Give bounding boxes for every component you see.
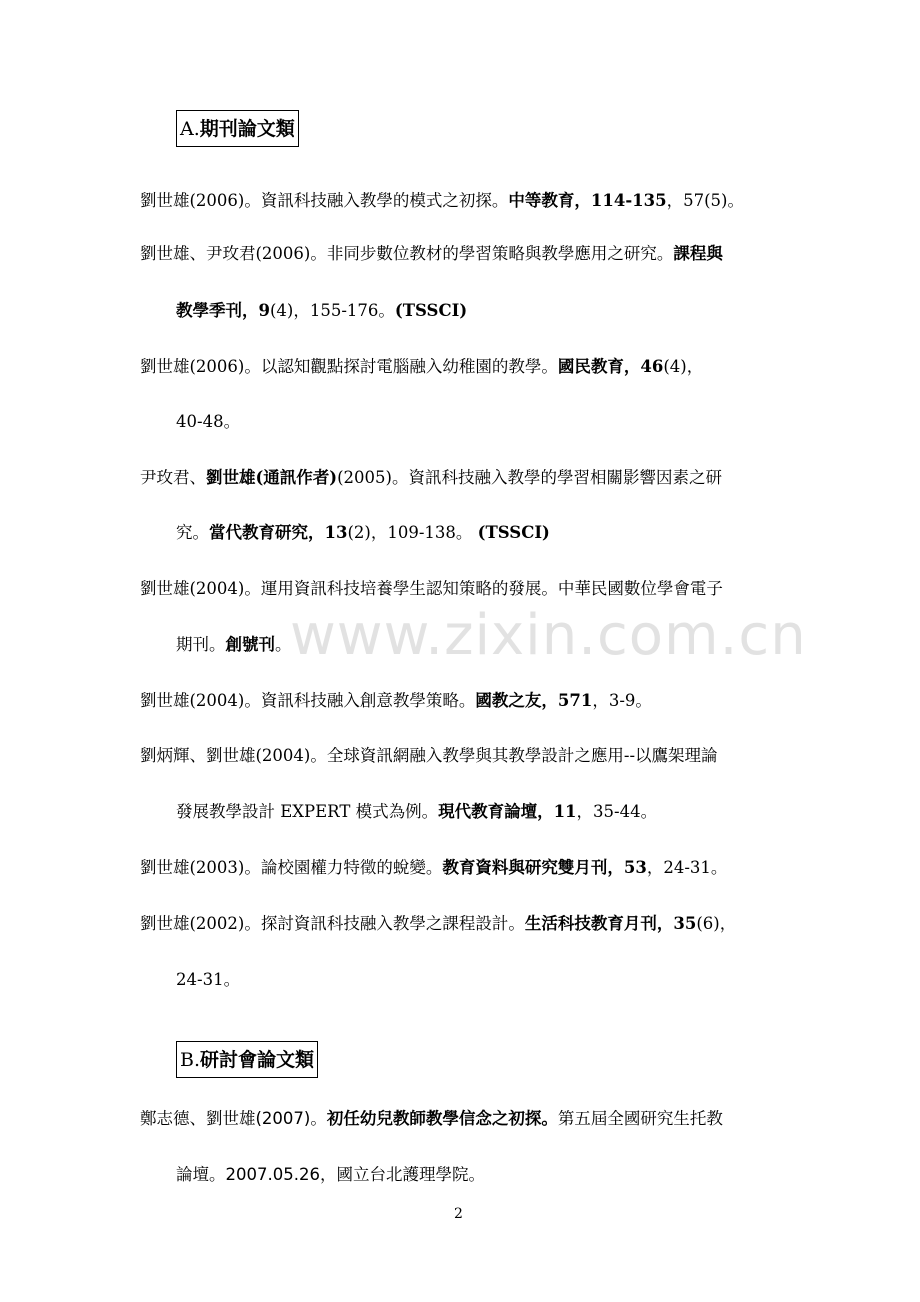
entry-text: (4)，155-176。 <box>269 301 395 320</box>
entry-text: 劉世雄(2004)。運用資訊科技培養學生認知策略的發展。中華民國數位學會電子 <box>140 579 723 598</box>
entry-3 <box>140 354 703 380</box>
entry-index: (TSSCI) <box>394 301 468 320</box>
entry-9-cont <box>176 967 240 993</box>
entry-text: 鄭志德、劉世雄(2007)。 <box>140 1109 327 1128</box>
entry-text: 劉世雄(2006)。資訊科技融入教學的模式之初探。 <box>140 191 509 210</box>
entry-journal: 課程與 <box>673 244 723 263</box>
section-heading-journal <box>176 110 299 147</box>
entry-text: 劉炳輝、劉世雄(2004)。全球資訊網融入教學與其教學設計之應用--以鷹架理論 <box>140 746 718 765</box>
entry-text: (2005)。資訊科技融入教學的學習相關影響因素之研 <box>337 468 722 487</box>
section-prefix: A. <box>180 118 200 140</box>
entry-text: 劉世雄(2002)。探討資訊科技融入教學之課程設計。 <box>140 914 525 933</box>
entry-text: 第五屆全國研究生托教 <box>557 1109 723 1128</box>
entry-journal: 當代教育研究，13 <box>209 523 348 542</box>
entry-5 <box>140 576 723 602</box>
entry-index: (TSSCI) <box>477 523 550 542</box>
entry-text: 尹玫君、 <box>140 468 206 487</box>
section-prefix: B. <box>180 1049 201 1071</box>
entry-text: 。 <box>275 635 292 654</box>
entry-journal: 現代教育論壇，11 <box>438 802 577 821</box>
entry-text: 劉世雄(2003)。論校園權力特徵的蛻變。 <box>140 858 443 877</box>
entry-1 <box>140 188 744 214</box>
entry-text: ，57(5)。 <box>666 191 744 210</box>
entry-text: 論壇。2007.05.26，國立台北護理學院。 <box>176 1165 485 1184</box>
entry-10 <box>140 1106 723 1132</box>
entry-title-bold: 初任幼兒教師教學信念之初探。 <box>326 1109 558 1128</box>
page-number: 2 <box>454 1206 463 1222</box>
entry-text: 劉世雄(2006)。以認知觀點探討電腦融入幼稚園的教學。 <box>140 357 558 376</box>
section-heading-conference <box>176 1041 318 1078</box>
entry-9 <box>140 911 736 937</box>
entry-6 <box>140 688 652 714</box>
entry-text: 究。 <box>176 523 209 542</box>
entry-3-cont <box>176 409 240 435</box>
entry-2 <box>140 241 723 267</box>
entry-text: 期刊。 <box>176 635 226 654</box>
entry-text: (4)， <box>663 357 704 376</box>
entry-journal: 教學季刊，9 <box>176 301 270 320</box>
watermark: www.zixin.com.cn <box>290 603 807 668</box>
entry-5-cont <box>176 632 292 658</box>
entry-text: 發展教學設計 EXPERT 模式為例。 <box>176 802 439 821</box>
entry-8 <box>140 855 727 881</box>
section-title: 研討會論文類 <box>200 1049 315 1071</box>
entry-text: 40-48。 <box>176 412 241 431</box>
entry-journal: 國教之友，571 <box>475 691 593 710</box>
entry-text: 24-31。 <box>176 970 241 989</box>
entry-text: ，35-44。 <box>576 802 658 821</box>
entry-7 <box>140 743 718 769</box>
entry-2-cont <box>176 298 467 324</box>
entry-10-cont <box>176 1162 485 1188</box>
entry-journal: 創號刊 <box>225 635 275 654</box>
section-title: 期刊論文類 <box>199 118 295 140</box>
entry-4-cont <box>176 520 550 546</box>
entry-text: ，24-31。 <box>646 858 728 877</box>
entry-text: 劉世雄(2004)。資訊科技融入創意教學策略。 <box>140 691 476 710</box>
entry-journal: 生活科技教育月刊，35 <box>524 914 697 933</box>
entry-7-cont <box>176 799 657 825</box>
entry-text: (6)， <box>696 914 737 933</box>
entry-text: ，3-9。 <box>592 691 652 710</box>
entry-journal: 國民教育，46 <box>557 357 664 376</box>
entry-journal: 中等教育，114-135 <box>508 191 667 210</box>
entry-4 <box>140 465 722 491</box>
entry-text: (2)，109-138。 <box>347 523 473 542</box>
entry-journal: 教育資料與研究雙月刊，53 <box>442 858 647 877</box>
entry-author-bold: 劉世雄(通訊作者) <box>206 468 338 487</box>
entry-text: 劉世雄、尹玫君(2006)。非同步數位教材的學習策略與教學應用之研究。 <box>140 244 674 263</box>
